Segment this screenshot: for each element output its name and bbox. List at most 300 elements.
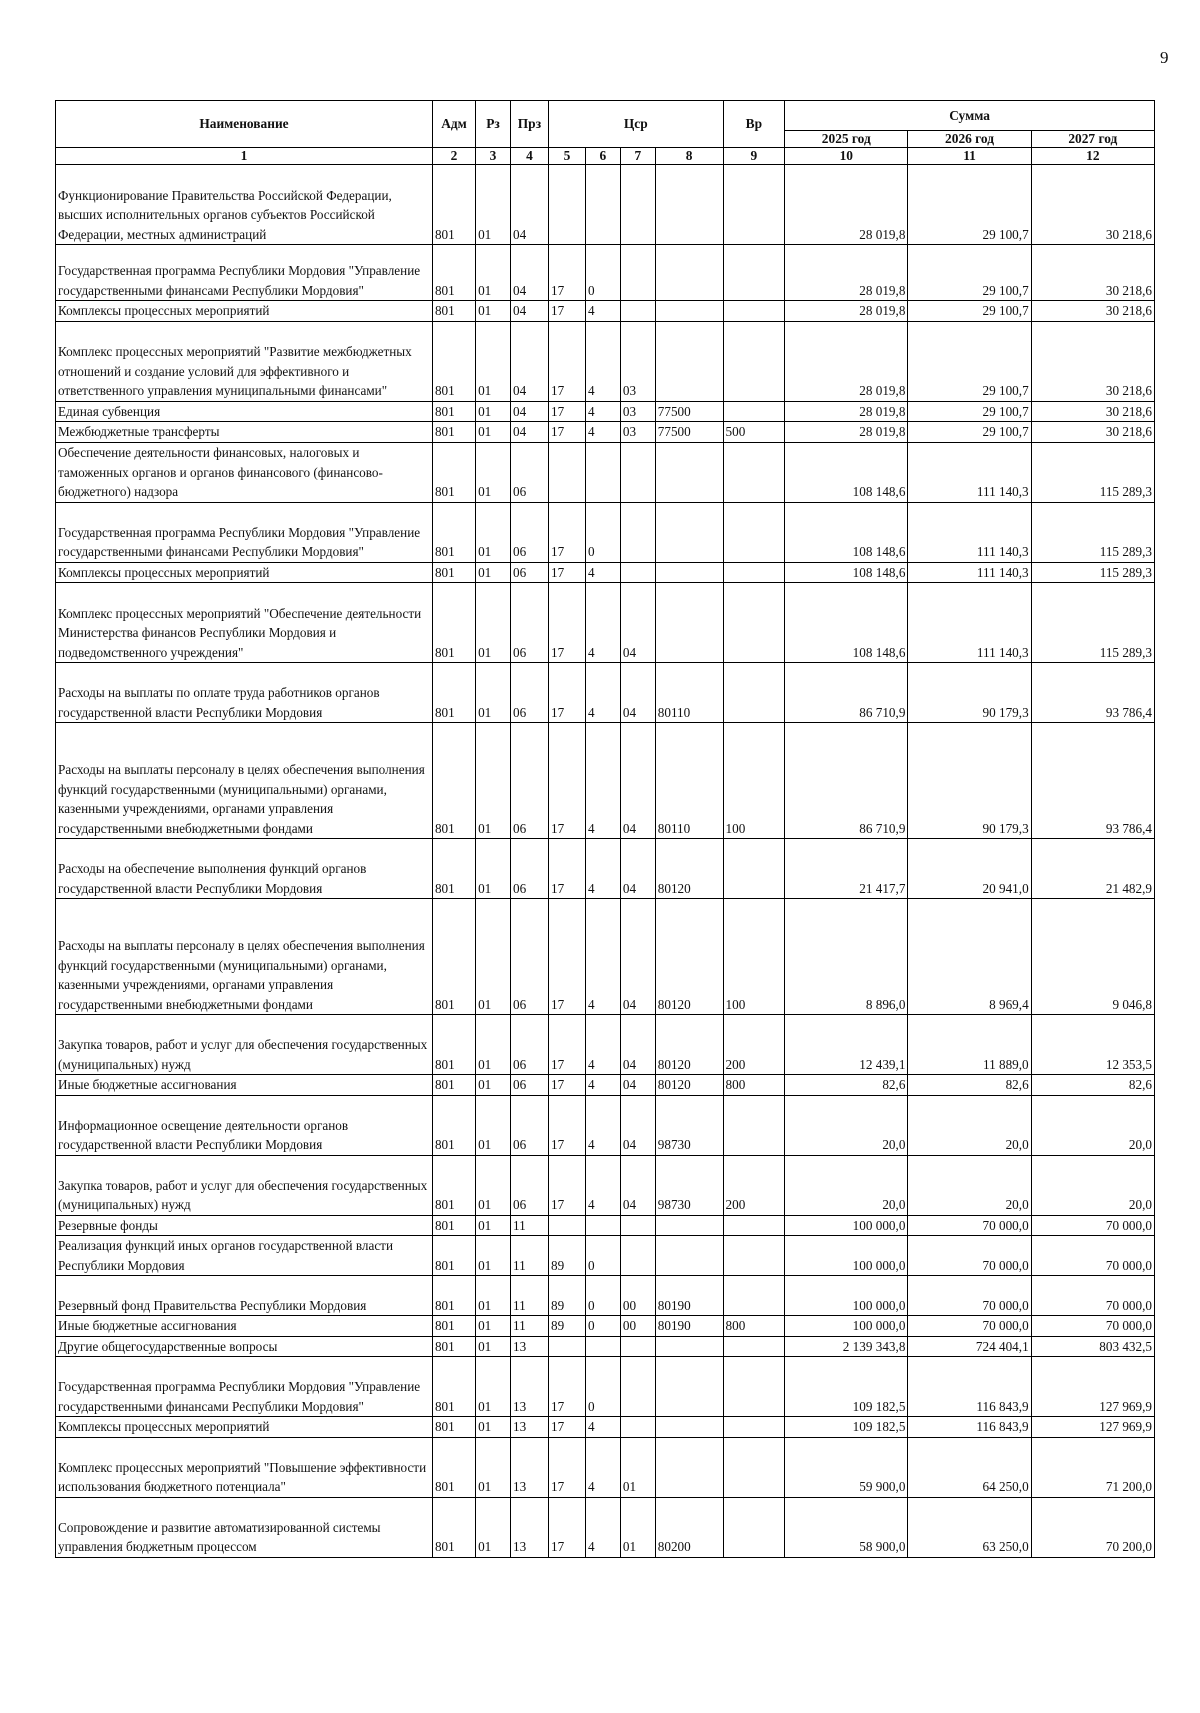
row-name: Расходы на выплаты персоналу в целях обеспечения выполнения функций государственными (муниципальными) органами, казенными учреждениями, органами управления государственными внебюджетными фондами: [56, 899, 433, 1015]
row-csr-4: [655, 301, 723, 322]
row-vr: [723, 401, 785, 422]
row-csr-4: 98730: [655, 1095, 723, 1155]
row-amount-2027: 115 289,3: [1031, 502, 1154, 562]
row-amount-2025: 108 148,6: [785, 562, 908, 583]
row-amount-2027: 70 000,0: [1031, 1316, 1154, 1337]
row-csr-4: [655, 1336, 723, 1357]
row-prz: 13: [510, 1357, 548, 1417]
row-rz: 01: [476, 401, 511, 422]
row-rz: 01: [476, 1155, 511, 1215]
row-csr-4: [655, 562, 723, 583]
row-amount-2027: 30 218,6: [1031, 165, 1154, 245]
row-prz: 06: [510, 562, 548, 583]
row-adm: 801: [432, 1095, 475, 1155]
row-name: Закупка товаров, работ и услуг для обеспечения государственных (муниципальных) нужд: [56, 1155, 433, 1215]
row-amount-2026: 82,6: [908, 1075, 1031, 1096]
row-vr: [723, 301, 785, 322]
col-number: 8: [655, 148, 723, 165]
row-rz: 01: [476, 245, 511, 301]
row-rz: 01: [476, 1417, 511, 1438]
row-vr: [723, 1095, 785, 1155]
row-csr-2: 4: [585, 401, 620, 422]
row-csr-3: [620, 1336, 655, 1357]
row-amount-2027: 71 200,0: [1031, 1437, 1154, 1497]
row-vr: [723, 583, 785, 663]
row-amount-2026: 111 140,3: [908, 562, 1031, 583]
row-name: Закупка товаров, работ и услуг для обеспечения государственных (муниципальных) нужд: [56, 1015, 433, 1075]
row-adm: 801: [432, 562, 475, 583]
row-vr: [723, 1336, 785, 1357]
row-prz: 11: [510, 1316, 548, 1337]
row-prz: 06: [510, 1155, 548, 1215]
header-csr: Цср: [548, 101, 723, 148]
row-adm: 801: [432, 401, 475, 422]
row-rz: 01: [476, 1497, 511, 1557]
row-amount-2026: 724 404,1: [908, 1336, 1031, 1357]
table-row: [56, 663, 1155, 723]
row-csr-3: [620, 502, 655, 562]
table-row: [56, 245, 1155, 301]
row-amount-2025: 28 019,8: [785, 422, 908, 443]
table-row: [56, 1497, 1155, 1557]
row-name: Расходы на выплаты персоналу в целях обеспечения выполнения функций государственными (муниципальными) органами, казенными учреждениями, органами управления государственными внебюджетными фондами: [56, 723, 433, 839]
row-csr-3: 04: [620, 1075, 655, 1096]
row-csr-4: [655, 1236, 723, 1276]
row-prz: 04: [510, 321, 548, 401]
row-name: Резервный фонд Правительства Республики Мордовия: [56, 1276, 433, 1316]
row-vr: 800: [723, 1316, 785, 1337]
row-vr: [723, 1215, 785, 1236]
row-prz: 13: [510, 1336, 548, 1357]
row-csr-3: [620, 165, 655, 245]
row-adm: 801: [432, 1236, 475, 1276]
row-adm: 801: [432, 1215, 475, 1236]
row-csr-2: 4: [585, 723, 620, 839]
row-amount-2025: 109 182,5: [785, 1417, 908, 1438]
row-amount-2027: 30 218,6: [1031, 422, 1154, 443]
row-csr-2: 4: [585, 562, 620, 583]
row-csr-4: [655, 1437, 723, 1497]
row-name: Расходы на выплаты по оплате труда работников органов государственной власти Республики Мордовия: [56, 663, 433, 723]
row-amount-2026: 90 179,3: [908, 663, 1031, 723]
row-amount-2026: 29 100,7: [908, 165, 1031, 245]
row-amount-2025: 8 896,0: [785, 899, 908, 1015]
row-rz: 01: [476, 1357, 511, 1417]
row-csr-2: 4: [585, 663, 620, 723]
row-csr-4: 77500: [655, 401, 723, 422]
row-prz: 11: [510, 1236, 548, 1276]
row-amount-2027: 115 289,3: [1031, 562, 1154, 583]
row-csr-3: [620, 1215, 655, 1236]
row-amount-2026: 29 100,7: [908, 301, 1031, 322]
row-csr-4: 80200: [655, 1497, 723, 1557]
row-amount-2027: 70 000,0: [1031, 1276, 1154, 1316]
row-amount-2026: 29 100,7: [908, 401, 1031, 422]
col-number: 3: [476, 148, 511, 165]
row-adm: 801: [432, 899, 475, 1015]
table-body: [56, 165, 1155, 1558]
row-csr-4: [655, 1215, 723, 1236]
row-rz: 01: [476, 663, 511, 723]
row-csr-4: 80120: [655, 899, 723, 1015]
row-csr-3: 00: [620, 1276, 655, 1316]
row-rz: 01: [476, 442, 511, 502]
row-csr-2: [585, 442, 620, 502]
row-csr-2: 4: [585, 583, 620, 663]
row-rz: 01: [476, 839, 511, 899]
row-adm: 801: [432, 165, 475, 245]
row-csr-2: 4: [585, 301, 620, 322]
row-prz: 04: [510, 165, 548, 245]
row-adm: 801: [432, 1336, 475, 1357]
row-csr-2: 4: [585, 1437, 620, 1497]
row-csr-4: [655, 442, 723, 502]
row-csr-3: 03: [620, 401, 655, 422]
col-number: 7: [620, 148, 655, 165]
row-csr-3: [620, 1357, 655, 1417]
row-amount-2026: 116 843,9: [908, 1417, 1031, 1438]
header-row: [56, 101, 1155, 131]
row-prz: 04: [510, 422, 548, 443]
row-adm: 801: [432, 1357, 475, 1417]
row-name: Комплекс процессных мероприятий "Повышение эффективности использования бюджетного потенциала": [56, 1437, 433, 1497]
row-rz: 01: [476, 301, 511, 322]
row-csr-1: 17: [548, 401, 585, 422]
row-csr-1: [548, 165, 585, 245]
row-rz: 01: [476, 1336, 511, 1357]
row-csr-4: [655, 165, 723, 245]
row-vr: [723, 1357, 785, 1417]
row-adm: 801: [432, 245, 475, 301]
row-csr-1: 17: [548, 301, 585, 322]
row-amount-2026: 70 000,0: [908, 1316, 1031, 1337]
row-amount-2026: 11 889,0: [908, 1015, 1031, 1075]
row-amount-2026: 70 000,0: [908, 1276, 1031, 1316]
row-csr-2: 4: [585, 1075, 620, 1096]
row-amount-2027: 30 218,6: [1031, 401, 1154, 422]
table-row: [56, 1417, 1155, 1438]
header-rz: Рз: [476, 101, 511, 148]
budget-table: [55, 100, 1155, 1558]
table-row: [56, 1316, 1155, 1337]
row-prz: 06: [510, 1075, 548, 1096]
row-csr-3: [620, 1417, 655, 1438]
row-vr: [723, 165, 785, 245]
header-name: Наименование: [56, 101, 433, 148]
row-amount-2025: 82,6: [785, 1075, 908, 1096]
row-csr-1: 17: [548, 502, 585, 562]
row-vr: [723, 1437, 785, 1497]
row-name: Комплексы процессных мероприятий: [56, 301, 433, 322]
row-csr-2: 4: [585, 1155, 620, 1215]
row-amount-2027: 21 482,9: [1031, 839, 1154, 899]
row-prz: 04: [510, 401, 548, 422]
row-name: Комплексы процессных мероприятий: [56, 562, 433, 583]
row-vr: [723, 1417, 785, 1438]
table-row: [56, 165, 1155, 245]
row-csr-2: 0: [585, 1357, 620, 1417]
row-name: Реализация функций иных органов государственной власти Республики Мордовия: [56, 1236, 433, 1276]
row-amount-2026: 64 250,0: [908, 1437, 1031, 1497]
row-prz: 06: [510, 1095, 548, 1155]
row-rz: 01: [476, 165, 511, 245]
table-row: [56, 839, 1155, 899]
row-prz: 04: [510, 301, 548, 322]
row-csr-4: 80190: [655, 1276, 723, 1316]
row-csr-3: 04: [620, 899, 655, 1015]
row-csr-1: [548, 442, 585, 502]
row-csr-1: 17: [548, 422, 585, 443]
row-amount-2025: 108 148,6: [785, 442, 908, 502]
row-name: Иные бюджетные ассигнования: [56, 1316, 433, 1337]
row-amount-2026: 111 140,3: [908, 583, 1031, 663]
row-csr-1: 89: [548, 1316, 585, 1337]
row-prz: 04: [510, 245, 548, 301]
row-amount-2026: 63 250,0: [908, 1497, 1031, 1557]
header-year-2026: 2026 год: [908, 131, 1031, 148]
row-csr-2: 0: [585, 1276, 620, 1316]
table-row: [56, 301, 1155, 322]
row-amount-2027: 20,0: [1031, 1095, 1154, 1155]
row-csr-3: [620, 562, 655, 583]
row-csr-2: 4: [585, 1497, 620, 1557]
row-csr-2: 4: [585, 839, 620, 899]
row-name: Расходы на обеспечение выполнения функций органов государственной власти Республики Мордовия: [56, 839, 433, 899]
row-amount-2027: 115 289,3: [1031, 442, 1154, 502]
row-csr-1: 17: [548, 1075, 585, 1096]
row-csr-4: 80120: [655, 1075, 723, 1096]
row-csr-4: 80110: [655, 663, 723, 723]
col-number: 2: [432, 148, 475, 165]
row-amount-2025: 28 019,8: [785, 165, 908, 245]
row-csr-4: 80110: [655, 723, 723, 839]
row-prz: 13: [510, 1437, 548, 1497]
row-prz: 06: [510, 899, 548, 1015]
row-csr-1: 17: [548, 723, 585, 839]
table-row: [56, 1155, 1155, 1215]
row-prz: 06: [510, 663, 548, 723]
row-csr-4: 98730: [655, 1155, 723, 1215]
row-rz: 01: [476, 562, 511, 583]
row-csr-1: [548, 1336, 585, 1357]
row-csr-4: 80120: [655, 1015, 723, 1075]
row-amount-2025: 21 417,7: [785, 839, 908, 899]
row-amount-2027: 127 969,9: [1031, 1357, 1154, 1417]
row-csr-1: 17: [548, 1095, 585, 1155]
row-amount-2027: 30 218,6: [1031, 301, 1154, 322]
row-name: Другие общегосударственные вопросы: [56, 1336, 433, 1357]
table-row: [56, 1357, 1155, 1417]
row-amount-2025: 28 019,8: [785, 301, 908, 322]
row-amount-2025: 58 900,0: [785, 1497, 908, 1557]
row-adm: 801: [432, 1276, 475, 1316]
row-amount-2026: 111 140,3: [908, 442, 1031, 502]
header-sum: Сумма: [785, 101, 1155, 131]
row-csr-1: 17: [548, 1437, 585, 1497]
header-prz: Прз: [510, 101, 548, 148]
row-csr-3: 04: [620, 663, 655, 723]
row-csr-2: [585, 165, 620, 245]
row-adm: 801: [432, 723, 475, 839]
row-csr-2: 4: [585, 1095, 620, 1155]
row-prz: 06: [510, 442, 548, 502]
row-adm: 801: [432, 442, 475, 502]
row-csr-3: [620, 1236, 655, 1276]
row-name: Функционирование Правительства Российской Федерации, высших исполнительных органов субъектов Российской Федерации, местных администраций: [56, 165, 433, 245]
row-csr-1: 17: [548, 1155, 585, 1215]
row-amount-2026: 20 941,0: [908, 839, 1031, 899]
row-amount-2026: 70 000,0: [908, 1236, 1031, 1276]
row-adm: 801: [432, 1075, 475, 1096]
row-vr: [723, 1497, 785, 1557]
row-adm: 801: [432, 583, 475, 663]
row-adm: 801: [432, 1417, 475, 1438]
table-row: [56, 1075, 1155, 1096]
row-vr: [723, 321, 785, 401]
row-vr: [723, 1236, 785, 1276]
row-vr: 500: [723, 422, 785, 443]
col-number: 9: [723, 148, 785, 165]
row-amount-2027: 803 432,5: [1031, 1336, 1154, 1357]
table-row: [56, 723, 1155, 839]
table-row: [56, 899, 1155, 1015]
col-number: 10: [785, 148, 908, 165]
row-amount-2026: 29 100,7: [908, 245, 1031, 301]
row-amount-2025: 59 900,0: [785, 1437, 908, 1497]
row-name: Комплекс процессных мероприятий "Обеспечение деятельности Министерства финансов Республики Мордовия и подведомственного учреждения": [56, 583, 433, 663]
row-prz: 06: [510, 839, 548, 899]
row-rz: 01: [476, 1236, 511, 1276]
row-adm: 801: [432, 1155, 475, 1215]
table-row: [56, 422, 1155, 443]
row-amount-2027: 93 786,4: [1031, 663, 1154, 723]
row-name: Иные бюджетные ассигнования: [56, 1075, 433, 1096]
row-prz: 06: [510, 502, 548, 562]
row-prz: 11: [510, 1215, 548, 1236]
row-adm: 801: [432, 422, 475, 443]
row-vr: [723, 442, 785, 502]
row-adm: 801: [432, 502, 475, 562]
row-amount-2027: 30 218,6: [1031, 321, 1154, 401]
row-amount-2026: 8 969,4: [908, 899, 1031, 1015]
row-amount-2025: 12 439,1: [785, 1015, 908, 1075]
table-row: [56, 1336, 1155, 1357]
row-csr-4: 80190: [655, 1316, 723, 1337]
row-csr-2: 4: [585, 899, 620, 1015]
row-csr-4: [655, 245, 723, 301]
table-row: [56, 583, 1155, 663]
row-name: Единая субвенция: [56, 401, 433, 422]
header-numbers-row: [56, 148, 1155, 165]
row-name: Государственная программа Республики Мордовия "Управление государственными финансами Республики Мордовия": [56, 245, 433, 301]
row-amount-2025: 109 182,5: [785, 1357, 908, 1417]
row-amount-2025: 28 019,8: [785, 245, 908, 301]
row-amount-2026: 29 100,7: [908, 422, 1031, 443]
row-csr-4: 77500: [655, 422, 723, 443]
row-amount-2027: 93 786,4: [1031, 723, 1154, 839]
row-csr-2: 0: [585, 502, 620, 562]
row-csr-2: [585, 1215, 620, 1236]
table-row: [56, 401, 1155, 422]
row-csr-2: 0: [585, 1236, 620, 1276]
row-csr-3: [620, 301, 655, 322]
row-amount-2025: 100 000,0: [785, 1236, 908, 1276]
row-vr: [723, 1276, 785, 1316]
row-adm: 801: [432, 1437, 475, 1497]
row-adm: 801: [432, 839, 475, 899]
row-vr: [723, 562, 785, 583]
row-amount-2025: 20,0: [785, 1095, 908, 1155]
row-rz: 01: [476, 1276, 511, 1316]
row-rz: 01: [476, 723, 511, 839]
row-csr-2: 4: [585, 1015, 620, 1075]
row-rz: 01: [476, 1095, 511, 1155]
row-rz: 01: [476, 583, 511, 663]
row-vr: 100: [723, 899, 785, 1015]
row-rz: 01: [476, 502, 511, 562]
row-amount-2025: 20,0: [785, 1155, 908, 1215]
table-row: [56, 1437, 1155, 1497]
row-csr-3: 04: [620, 723, 655, 839]
row-csr-1: 17: [548, 1015, 585, 1075]
table-row: [56, 1095, 1155, 1155]
row-adm: 801: [432, 1316, 475, 1337]
row-rz: 01: [476, 1075, 511, 1096]
row-prz: 11: [510, 1276, 548, 1316]
header-year-2027: 2027 год: [1031, 131, 1154, 148]
col-number: 5: [548, 148, 585, 165]
row-amount-2025: 100 000,0: [785, 1276, 908, 1316]
row-rz: 01: [476, 321, 511, 401]
row-amount-2025: 100 000,0: [785, 1215, 908, 1236]
row-csr-4: [655, 502, 723, 562]
col-number: 1: [56, 148, 433, 165]
row-csr-1: 17: [548, 583, 585, 663]
row-vr: [723, 663, 785, 723]
row-name: Информационное освещение деятельности органов государственной власти Республики Мордовия: [56, 1095, 433, 1155]
row-amount-2025: 100 000,0: [785, 1316, 908, 1337]
col-number: 6: [585, 148, 620, 165]
row-amount-2025: 28 019,8: [785, 321, 908, 401]
row-rz: 01: [476, 899, 511, 1015]
col-number: 11: [908, 148, 1031, 165]
row-rz: 01: [476, 422, 511, 443]
header-adm: Адм: [432, 101, 475, 148]
row-name: Межбюджетные трансферты: [56, 422, 433, 443]
row-csr-2: 0: [585, 245, 620, 301]
row-name: Резервные фонды: [56, 1215, 433, 1236]
row-adm: 801: [432, 301, 475, 322]
row-csr-4: 80120: [655, 839, 723, 899]
row-csr-4: [655, 321, 723, 401]
row-csr-3: 04: [620, 1155, 655, 1215]
row-csr-1: [548, 1215, 585, 1236]
row-vr: [723, 839, 785, 899]
row-vr: [723, 502, 785, 562]
row-amount-2027: 12 353,5: [1031, 1015, 1154, 1075]
row-csr-1: 89: [548, 1276, 585, 1316]
row-csr-2: 4: [585, 321, 620, 401]
table-row: [56, 1236, 1155, 1276]
row-amount-2026: 111 140,3: [908, 502, 1031, 562]
row-csr-3: [620, 245, 655, 301]
row-name: Сопровождение и развитие автоматизированной системы управления бюджетным процессом: [56, 1497, 433, 1557]
row-rz: 01: [476, 1437, 511, 1497]
row-amount-2026: 90 179,3: [908, 723, 1031, 839]
table-row: [56, 442, 1155, 502]
row-amount-2026: 29 100,7: [908, 321, 1031, 401]
row-amount-2026: 20,0: [908, 1155, 1031, 1215]
